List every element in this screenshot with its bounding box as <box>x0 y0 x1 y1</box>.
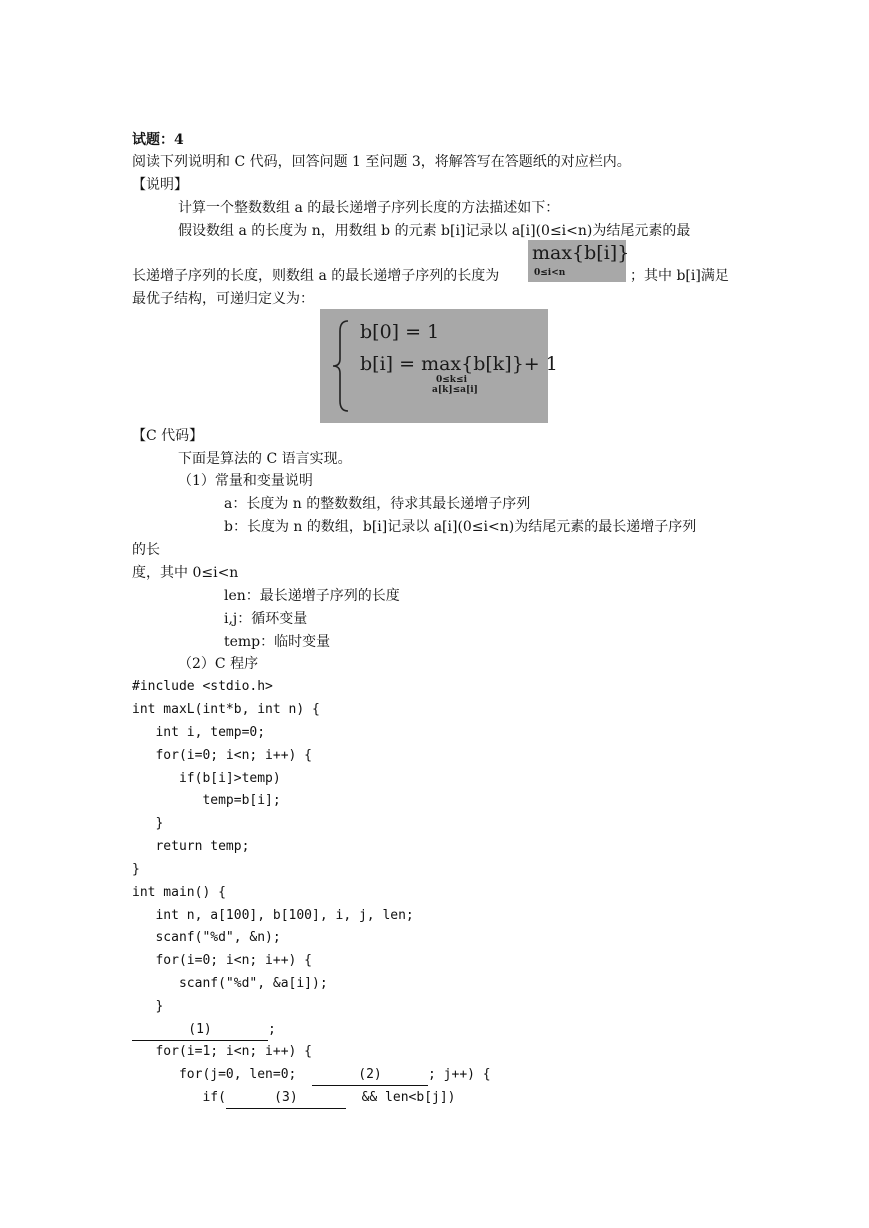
section-code-heading: 【C 代码】 <box>132 428 204 444</box>
var-b-line-1: b：长度为 n 的数组，b[i]记录以 a[i](0≤i<n)为结尾元素的最长递增子序列 <box>224 519 697 535</box>
code-line: int maxL(int*b, int n) { <box>132 702 320 717</box>
code-line: int n, a[100], b[100], i, j, len; <box>132 908 414 923</box>
section-description-heading: 【说明】 <box>132 177 188 193</box>
max-formula-image <box>528 240 630 282</box>
description-line-2: 假设数组 a 的长度为 n，用数组 b 的元素 b[i]记录以 a[i](0≤i<n)为结尾元素的最 <box>178 223 691 239</box>
code-line: temp=b[i]; <box>132 793 281 808</box>
code-line: scanf("%d", &n); <box>132 930 281 945</box>
recursion-sub-2: a[k]≤a[i] <box>432 385 478 395</box>
blank-2-line <box>132 1065 491 1086</box>
recursion-formula-image <box>320 309 558 423</box>
max-formula-sub: 0≤i<n <box>534 268 566 278</box>
description-line-4: 最优子结构，可递归定义为： <box>132 291 314 307</box>
recursion-line-1: b[0] = 1 <box>360 321 440 343</box>
blank-1-tail: ; <box>268 1022 276 1037</box>
description-line-3a: 长递增子序列的长度，则数组 a 的最长递增子序列的长度为 <box>132 268 500 284</box>
description-line-3b: ；其中 b[i]满足 <box>630 268 729 284</box>
code-line: for(i=0; i<n; i++) { <box>132 953 313 968</box>
intro-text: 阅读下列说明和 C 代码，回答问题 1 至问题 3，将解答写在答题纸的对应栏内。 <box>132 154 631 170</box>
loop-j-head: for(j=0, len=0; <box>132 1067 313 1082</box>
if-head: if( <box>132 1090 226 1105</box>
code-line: } <box>132 816 164 831</box>
var-b-line-2: 的长 <box>132 542 160 558</box>
question-title: 试题：4 <box>132 132 184 148</box>
answer-blank-1[interactable]: (1) <box>132 1020 268 1041</box>
var-ij: i,j：循环变量 <box>224 611 308 627</box>
code-line: for(i=0; i<n; i++) { <box>132 748 313 763</box>
code-line: int main() { <box>132 885 226 900</box>
var-a: a：长度为 n 的整数数组，待求其最长递增子序列 <box>224 496 531 512</box>
recursion-line-2: b[i] = max{b[k]}+ 1 <box>360 353 558 375</box>
answer-blank-2[interactable]: (2) <box>312 1065 428 1086</box>
loop-j-tail: ; j++) { <box>428 1067 491 1082</box>
var-b-line-3: 度，其中 0≤i<n <box>132 565 239 581</box>
part-2-heading: （2）C 程序 <box>178 656 259 672</box>
code-line: scanf("%d", &a[i]); <box>132 976 328 991</box>
recursion-sub-1: 0≤k≤i <box>436 375 467 385</box>
blank-1-line <box>132 1020 276 1041</box>
code-line: if(b[i]>temp) <box>132 771 281 786</box>
code-line: #include <stdio.h> <box>132 679 273 694</box>
code-intro: 下面是算法的 C 语言实现。 <box>178 451 352 467</box>
answer-blank-3[interactable]: (3) <box>226 1088 346 1109</box>
max-formula-main: max{b[i]} <box>532 242 630 264</box>
description-line-1: 计算一个整数数组 a 的最长递增子序列长度的方法描述如下： <box>178 200 560 216</box>
part-1-heading: （1）常量和变量说明 <box>178 473 313 489</box>
code-line: } <box>132 999 164 1014</box>
code-line: int i, temp=0; <box>132 725 266 740</box>
blank-3-line <box>132 1088 456 1109</box>
var-len: len：最长递增子序列的长度 <box>224 588 400 604</box>
var-temp: temp：临时变量 <box>224 634 331 650</box>
code-line: } <box>132 862 140 877</box>
code-line: return temp; <box>132 839 250 854</box>
code-line: for(i=1; i<n; i++) { <box>132 1044 313 1059</box>
if-tail: && len<b[j]) <box>345 1090 456 1105</box>
